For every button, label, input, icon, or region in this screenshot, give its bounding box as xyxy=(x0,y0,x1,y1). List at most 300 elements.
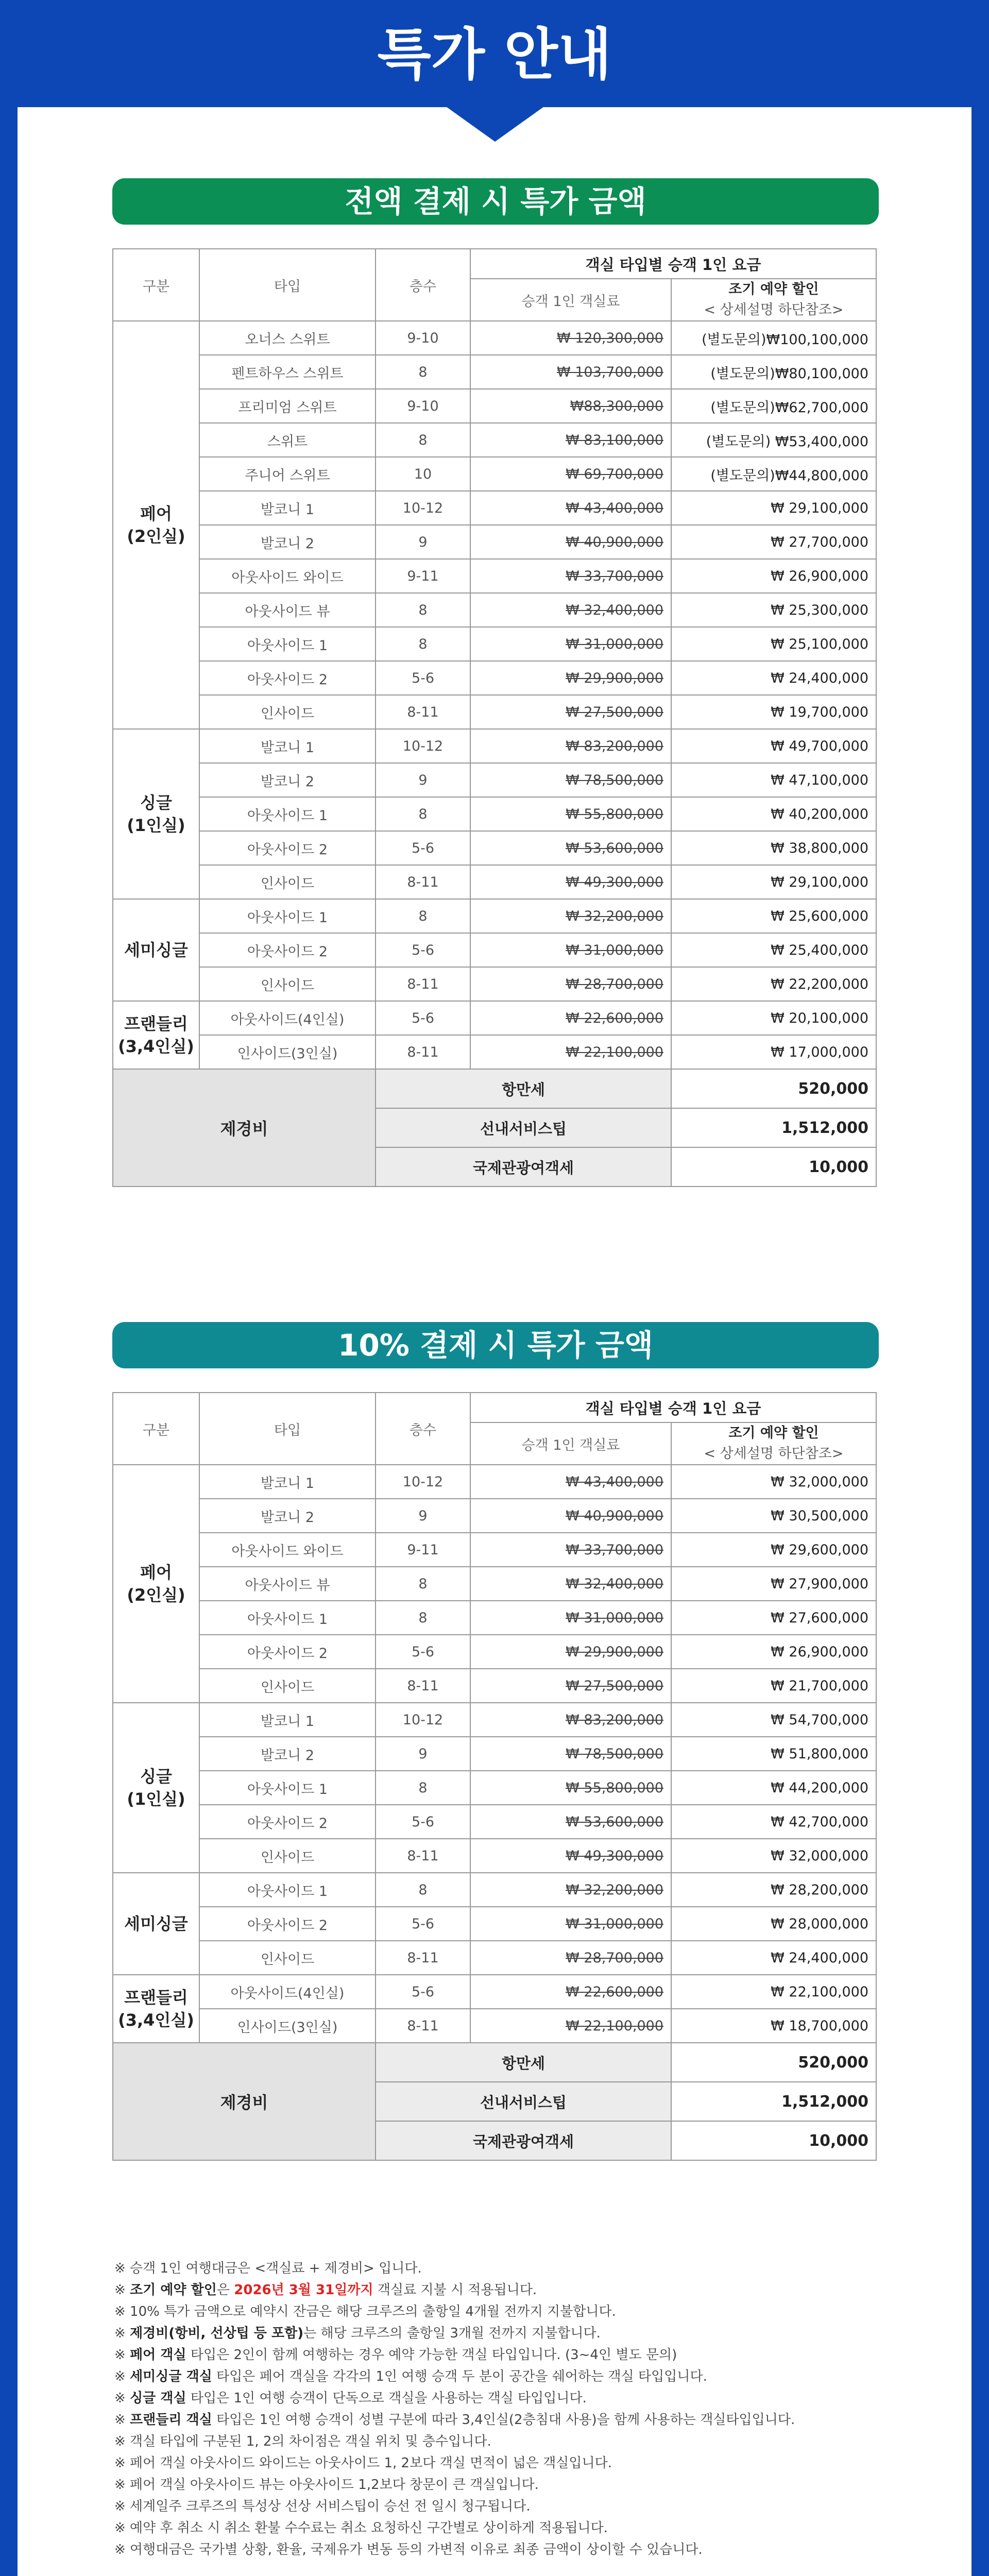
cabin-type: 아웃사이드 1 xyxy=(199,899,376,933)
regular-fare xyxy=(470,1499,671,1533)
regular-fare-strike: ₩88,300,000 xyxy=(570,398,663,414)
table-row xyxy=(113,1907,876,1941)
cabin-type: 아웃사이드 1 xyxy=(199,1771,376,1805)
group-label-line: (1인실) xyxy=(127,816,185,835)
group-label xyxy=(113,321,199,729)
note-text: ※ 객실 타입에 구분된 1, 2의 차이점은 객실 위치 및 층수입니다. xyxy=(114,2434,491,2449)
regular-fare-strike: ₩ 78,500,000 xyxy=(566,1745,663,1762)
surcharge-row xyxy=(113,1069,876,1108)
group-label xyxy=(113,1703,199,1873)
table-row xyxy=(113,1001,876,1035)
discount-fare: ₩ 40,200,000 xyxy=(671,797,876,831)
note-line xyxy=(114,2409,887,2431)
discount-fare: ₩ 22,100,000 xyxy=(671,1975,876,2009)
note-text: ※ xyxy=(114,2369,130,2384)
cabin-type: 발코니 1 xyxy=(199,1703,376,1737)
regular-fare xyxy=(470,2009,671,2043)
table-row xyxy=(113,1635,876,1669)
deck-floor: 8 xyxy=(376,1873,470,1907)
group-label-line: 싱글 xyxy=(140,793,172,812)
table-row xyxy=(113,661,876,695)
note-text: 은 xyxy=(216,2282,234,2298)
deck-floor: 8-11 xyxy=(376,1669,470,1703)
cabin-type: 인사이드 xyxy=(199,1941,376,1975)
discount-fare: ₩ 42,700,000 xyxy=(671,1805,876,1839)
surcharge-row xyxy=(113,2043,876,2082)
table-row xyxy=(113,1873,876,1907)
group-label-line: 프랜들리 xyxy=(124,1014,188,1033)
header-category: 구분 xyxy=(113,1393,199,1465)
regular-fare-strike: ₩ 22,600,000 xyxy=(566,1010,663,1026)
deck-floor: 8-11 xyxy=(376,865,470,899)
regular-fare-strike: ₩ 29,900,000 xyxy=(566,670,663,686)
regular-fare-strike: ₩ 69,700,000 xyxy=(566,466,663,482)
regular-fare xyxy=(470,661,671,695)
surcharge-item-name: 선내서비스팁 xyxy=(376,1108,671,1147)
regular-fare xyxy=(470,321,671,355)
note-line xyxy=(114,2431,887,2452)
deck-floor: 8-11 xyxy=(376,967,470,1001)
note-text: ※ 예약 후 취소 시 취소 환불 수수료는 취소 요청하신 구간별로 상이하게 적용됩니다. xyxy=(114,2520,608,2536)
regular-fare xyxy=(470,355,671,389)
group-label-line: (2인실) xyxy=(127,527,185,546)
cabin-type: 아웃사이드 와이드 xyxy=(199,1533,376,1567)
regular-fare xyxy=(470,1703,671,1737)
regular-fare xyxy=(470,1601,671,1635)
regular-fare-strike: ₩ 29,900,000 xyxy=(566,1643,663,1660)
table-row xyxy=(113,1499,876,1533)
surcharge-item-name: 항만세 xyxy=(376,1069,671,1108)
table-row xyxy=(113,695,876,729)
surcharge-item-amount: 520,000 xyxy=(671,1069,876,1108)
regular-fare-strike: ₩ 22,100,000 xyxy=(566,1044,663,1060)
note-text: ※ 10% 특가 금액으로 예약시 잔금은 해당 크루즈의 출항일 4개월 전까지 지불합니다. xyxy=(114,2304,616,2319)
deck-floor: 5-6 xyxy=(376,831,470,865)
regular-fare-strike: ₩ 28,700,000 xyxy=(566,1950,663,1966)
header-type: 타입 xyxy=(199,249,376,321)
cabin-type: 발코니 2 xyxy=(199,1737,376,1771)
regular-fare xyxy=(470,1635,671,1669)
discount-fare: ₩ 47,100,000 xyxy=(671,763,876,797)
discount-fare: (별도문의)₩80,100,000 xyxy=(671,355,876,389)
cabin-type: 발코니 1 xyxy=(199,729,376,763)
regular-fare-strike: ₩ 32,200,000 xyxy=(566,1882,663,1898)
deck-floor: 5-6 xyxy=(376,933,470,967)
group-label-line: (2인실) xyxy=(127,1585,185,1605)
header-type: 타입 xyxy=(199,1393,376,1465)
cabin-type: 발코니 2 xyxy=(199,525,376,559)
regular-fare xyxy=(470,831,671,865)
regular-fare xyxy=(470,1771,671,1805)
group-label xyxy=(113,1873,199,1975)
regular-fare-strike: ₩ 120,300,000 xyxy=(556,330,663,346)
note-line xyxy=(114,2387,887,2409)
group-label xyxy=(113,1001,199,1069)
regular-fare xyxy=(470,933,671,967)
note-emphasis: 조기 예약 할인 xyxy=(130,2282,217,2298)
deck-floor: 9 xyxy=(376,525,470,559)
price-table-full-payment xyxy=(112,248,877,1187)
deck-floor: 10-12 xyxy=(376,1465,470,1499)
table-row xyxy=(113,1703,876,1737)
cabin-type: 아웃사이드 2 xyxy=(199,1805,376,1839)
cabin-type: 아웃사이드 와이드 xyxy=(199,559,376,593)
discount-fare: (별도문의)₩62,700,000 xyxy=(671,389,876,423)
discount-fare: ₩ 25,600,000 xyxy=(671,899,876,933)
regular-fare xyxy=(470,695,671,729)
note-line xyxy=(114,2517,887,2539)
table-row xyxy=(113,933,876,967)
early-discount-title: 조기 예약 할인 xyxy=(728,1425,819,1441)
note-emphasis: 프랜들리 객실 xyxy=(130,2412,212,2428)
regular-fare xyxy=(470,593,671,627)
surcharge-label: 제경비 xyxy=(113,1069,376,1187)
discount-fare: ₩ 25,300,000 xyxy=(671,593,876,627)
regular-fare xyxy=(470,1001,671,1035)
discount-fare: ₩ 29,100,000 xyxy=(671,491,876,525)
regular-fare-strike: ₩ 33,700,000 xyxy=(566,568,663,584)
discount-fare: ₩ 29,600,000 xyxy=(671,1533,876,1567)
header-group: 객실 타입별 승객 1인 요금 xyxy=(470,1393,876,1422)
regular-fare-strike: ₩ 55,800,000 xyxy=(566,1780,663,1796)
discount-fare: ₩ 20,100,000 xyxy=(671,1001,876,1035)
note-line xyxy=(114,2258,887,2279)
regular-fare-strike: ₩ 43,400,000 xyxy=(566,500,663,516)
note-emphasis: 세미싱글 객실 xyxy=(130,2369,212,2384)
table-row xyxy=(113,457,876,491)
cabin-type: 인사이드 xyxy=(199,967,376,1001)
deck-floor: 10-12 xyxy=(376,1703,470,1737)
regular-fare-strike: ₩ 103,700,000 xyxy=(556,364,663,380)
surcharge-item-name: 국제관광여객세 xyxy=(376,1147,671,1187)
deck-floor: 8 xyxy=(376,593,470,627)
regular-fare xyxy=(470,1465,671,1499)
cabin-type: 프리미엄 스위트 xyxy=(199,389,376,423)
deck-floor: 8 xyxy=(376,355,470,389)
section1-title: 전액 결제 시 특가 금액 xyxy=(112,178,879,225)
discount-fare: (별도문의)₩100,100,000 xyxy=(671,321,876,355)
regular-fare-strike: ₩ 33,700,000 xyxy=(566,1541,663,1558)
discount-fare: ₩ 27,700,000 xyxy=(671,525,876,559)
deck-floor: 8 xyxy=(376,899,470,933)
table-header-row xyxy=(113,1393,876,1422)
early-discount-note: < 상세설명 하단참조> xyxy=(704,1446,844,1462)
table-row xyxy=(113,1035,876,1069)
cabin-type: 아웃사이드 2 xyxy=(199,831,376,865)
regular-fare xyxy=(470,1035,671,1069)
table-row xyxy=(113,763,876,797)
surcharge-item-name: 선내서비스팁 xyxy=(376,2082,671,2121)
regular-fare-strike: ₩ 43,400,000 xyxy=(566,1473,663,1490)
note-line xyxy=(114,2366,887,2387)
note-text: ※ xyxy=(114,2282,130,2298)
table-row xyxy=(113,491,876,525)
price-table-ten-percent xyxy=(112,1392,877,2161)
deck-floor: 9 xyxy=(376,763,470,797)
note-line xyxy=(114,2539,887,2561)
group-label xyxy=(113,729,199,899)
regular-fare-strike: ₩ 31,000,000 xyxy=(566,942,663,958)
discount-fare: ₩ 19,700,000 xyxy=(671,695,876,729)
cabin-type: 주니어 스위트 xyxy=(199,457,376,491)
surcharge-item-amount: 1,512,000 xyxy=(671,2082,876,2121)
deck-floor: 8 xyxy=(376,1567,470,1601)
header-regular-fare: 승객 1인 객실료 xyxy=(470,1422,671,1465)
discount-fare: ₩ 24,400,000 xyxy=(671,1941,876,1975)
deck-floor: 8 xyxy=(376,1601,470,1635)
cabin-type: 인사이드 xyxy=(199,1839,376,1873)
surcharge-item-name: 국제관광여객세 xyxy=(376,2121,671,2160)
regular-fare xyxy=(470,865,671,899)
group-label xyxy=(113,899,199,1001)
table-row xyxy=(113,967,876,1001)
regular-fare xyxy=(470,1567,671,1601)
table-row xyxy=(113,525,876,559)
regular-fare-strike: ₩ 28,700,000 xyxy=(566,976,663,992)
regular-fare xyxy=(470,525,671,559)
cabin-type: 인사이드 xyxy=(199,695,376,729)
cabin-type: 인사이드 xyxy=(199,865,376,899)
surcharge-item-amount: 10,000 xyxy=(671,1147,876,1187)
regular-fare xyxy=(470,1737,671,1771)
table-row xyxy=(113,1975,876,2009)
surcharge-item-amount: 10,000 xyxy=(671,2121,876,2160)
down-arrow-notch-icon xyxy=(446,107,544,142)
note-emphasis: 페어 객실 xyxy=(130,2347,186,2363)
regular-fare xyxy=(470,1533,671,1567)
regular-fare xyxy=(470,389,671,423)
note-text: 타입은 2인이 함께 여행하는 경우 예약 가능한 객실 타입입니다. (3~4인 별도 문의) xyxy=(186,2347,677,2363)
discount-fare: ₩ 38,800,000 xyxy=(671,831,876,865)
regular-fare-strike: ₩ 83,200,000 xyxy=(566,738,663,754)
header-regular-fare: 승객 1인 객실료 xyxy=(470,279,671,321)
note-text: 타입은 1인 여행 승객이 단독으로 객실을 사용하는 객실 타입입니다. xyxy=(186,2391,587,2406)
deck-floor: 9 xyxy=(376,1499,470,1533)
note-text: ※ xyxy=(114,2391,130,2406)
regular-fare xyxy=(470,763,671,797)
note-text: ※ 여행대금은 국가별 상황, 환율, 국제유가 변동 등의 가변적 이유로 최종 금액이 상이할 수 있습니다. xyxy=(114,2542,703,2557)
table-row xyxy=(113,2009,876,2043)
table-row xyxy=(113,1533,876,1567)
regular-fare-strike: ₩ 53,600,000 xyxy=(566,1814,663,1830)
cabin-type: 발코니 2 xyxy=(199,763,376,797)
deck-floor: 9 xyxy=(376,1737,470,1771)
cabin-type: 스위트 xyxy=(199,423,376,457)
cabin-type: 발코니 2 xyxy=(199,1499,376,1533)
discount-fare: (별도문의)₩44,800,000 xyxy=(671,457,876,491)
regular-fare xyxy=(470,559,671,593)
group-label-line: (1인실) xyxy=(127,1789,185,1809)
discount-fare: ₩ 29,100,000 xyxy=(671,865,876,899)
deck-floor: 9-10 xyxy=(376,389,470,423)
cabin-type: 인사이드(3인실) xyxy=(199,2009,376,2043)
regular-fare xyxy=(470,627,671,661)
group-label-line: 페어 xyxy=(140,504,172,523)
header-floor: 층수 xyxy=(376,1393,470,1465)
note-text: 타입은 1인 여행 승객이 성별 구분에 따라 3,4인실(2층침대 사용)을 함께 사용하는 객실타입입니다. xyxy=(212,2412,795,2428)
cabin-type: 아웃사이드 1 xyxy=(199,1601,376,1635)
section2-title: 10% 결제 시 특가 금액 xyxy=(112,1322,879,1368)
discount-fare: ₩ 18,700,000 xyxy=(671,2009,876,2043)
group-label-line: 프랜들리 xyxy=(124,1988,188,2007)
regular-fare xyxy=(470,1941,671,1975)
regular-fare-strike: ₩ 83,100,000 xyxy=(566,432,663,448)
note-text: 타입은 페어 객실을 각각의 1인 여행 승객 두 분이 공간을 쉐어하는 객실 타입입니다. xyxy=(212,2369,707,2384)
table-row xyxy=(113,1567,876,1601)
deck-floor: 9-10 xyxy=(376,321,470,355)
table-header-row xyxy=(113,249,876,279)
discount-fare: ₩ 28,000,000 xyxy=(671,1907,876,1941)
note-text: ※ 승객 1인 여행대금은 <객실료 + 제경비> 입니다. xyxy=(114,2261,422,2276)
note-emphasis: 싱글 객실 xyxy=(130,2391,186,2406)
cabin-type: 아웃사이드 2 xyxy=(199,1635,376,1669)
cabin-type: 인사이드(3인실) xyxy=(199,1035,376,1069)
note-line xyxy=(114,2344,887,2366)
note-line xyxy=(114,2279,887,2301)
notes-list xyxy=(114,2258,887,2561)
table-row xyxy=(113,1805,876,1839)
discount-fare: ₩ 26,900,000 xyxy=(671,1635,876,1669)
group-label-line: 싱글 xyxy=(140,1767,172,1786)
surcharge-item-amount: 1,512,000 xyxy=(671,1108,876,1147)
regular-fare-strike: ₩ 31,000,000 xyxy=(566,1916,663,1932)
table-row xyxy=(113,559,876,593)
header-banner xyxy=(0,0,989,107)
deck-floor: 8-11 xyxy=(376,1941,470,1975)
table-row xyxy=(113,1839,876,1873)
regular-fare xyxy=(470,457,671,491)
discount-fare: ₩ 54,700,000 xyxy=(671,1703,876,1737)
early-discount-title: 조기 예약 할인 xyxy=(728,281,819,297)
deck-floor: 8 xyxy=(376,627,470,661)
discount-fare: ₩ 22,200,000 xyxy=(671,967,876,1001)
deck-floor: 5-6 xyxy=(376,1001,470,1035)
table-row xyxy=(113,899,876,933)
cabin-type: 아웃사이드 2 xyxy=(199,661,376,695)
table-row xyxy=(113,1737,876,1771)
cabin-type: 오너스 스위트 xyxy=(199,321,376,355)
table-row xyxy=(113,865,876,899)
cabin-type: 아웃사이드 뷰 xyxy=(199,593,376,627)
regular-fare-strike: ₩ 32,200,000 xyxy=(566,908,663,924)
deck-floor: 8 xyxy=(376,1771,470,1805)
regular-fare-strike: ₩ 27,500,000 xyxy=(566,1677,663,1694)
discount-fare: ₩ 27,900,000 xyxy=(671,1567,876,1601)
regular-fare-strike: ₩ 40,900,000 xyxy=(566,1507,663,1524)
table-row xyxy=(113,1941,876,1975)
group-label xyxy=(113,1975,199,2043)
regular-fare-strike: ₩ 22,600,000 xyxy=(566,1984,663,2000)
table-row xyxy=(113,831,876,865)
table-row xyxy=(113,1771,876,1805)
regular-fare-strike: ₩ 53,600,000 xyxy=(566,840,663,856)
note-text: ※ 페어 객실 아웃사이드 뷰는 아웃사이드 1,2보다 창문이 큰 객실입니다. xyxy=(114,2477,539,2493)
cabin-type: 아웃사이드 2 xyxy=(199,1907,376,1941)
discount-fare: ₩ 32,000,000 xyxy=(671,1465,876,1499)
deck-floor: 5-6 xyxy=(376,661,470,695)
note-highlight: 2026년 3월 31일까지 xyxy=(234,2282,373,2298)
group-label-line: (3,4인실) xyxy=(118,1037,194,1056)
regular-fare xyxy=(470,1805,671,1839)
deck-floor: 5-6 xyxy=(376,1907,470,1941)
regular-fare-strike: ₩ 32,400,000 xyxy=(566,602,663,618)
note-text: ※ xyxy=(114,2412,130,2428)
cabin-type: 아웃사이드 뷰 xyxy=(199,1567,376,1601)
discount-fare: ₩ 17,000,000 xyxy=(671,1035,876,1069)
deck-floor: 8-11 xyxy=(376,2009,470,2043)
table-row xyxy=(113,729,876,763)
deck-floor: 8 xyxy=(376,423,470,457)
note-line xyxy=(114,2301,887,2323)
deck-floor: 10-12 xyxy=(376,729,470,763)
deck-floor: 5-6 xyxy=(376,1635,470,1669)
regular-fare xyxy=(470,1873,671,1907)
discount-fare: ₩ 25,400,000 xyxy=(671,933,876,967)
group-label-line: 세미싱글 xyxy=(124,940,188,960)
note-text: ※ xyxy=(114,2326,130,2341)
surcharge-item-amount: 520,000 xyxy=(671,2043,876,2082)
note-text: ※ 세계일주 크루즈의 특성상 선상 서비스팁이 승선 전 일시 청구됩니다. xyxy=(114,2499,531,2514)
regular-fare xyxy=(470,1669,671,1703)
page-title: 특가 안내 xyxy=(377,23,612,87)
discount-fare: ₩ 30,500,000 xyxy=(671,1499,876,1533)
table-row xyxy=(113,321,876,355)
header-category: 구분 xyxy=(113,249,199,321)
deck-floor: 8-11 xyxy=(376,1035,470,1069)
regular-fare-strike: ₩ 49,300,000 xyxy=(566,874,663,890)
surcharge-item-name: 항만세 xyxy=(376,2043,671,2082)
cabin-type: 아웃사이드(4인실) xyxy=(199,1001,376,1035)
group-label-line: (3,4인실) xyxy=(118,2010,194,2030)
regular-fare-strike: ₩ 27,500,000 xyxy=(566,704,663,720)
regular-fare xyxy=(470,423,671,457)
group-label-line: 페어 xyxy=(140,1563,172,1582)
cabin-type: 발코니 1 xyxy=(199,1465,376,1499)
header-early-discount xyxy=(671,279,876,321)
deck-floor: 10-12 xyxy=(376,491,470,525)
regular-fare-strike: ₩ 40,900,000 xyxy=(566,534,663,550)
table-row xyxy=(113,627,876,661)
discount-fare: ₩ 27,600,000 xyxy=(671,1601,876,1635)
note-text: 는 해당 크루즈의 출항일 3개월 전까지 지불합니다. xyxy=(303,2326,601,2341)
discount-fare: ₩ 32,000,000 xyxy=(671,1839,876,1873)
deck-floor: 10 xyxy=(376,457,470,491)
note-text: ※ 페어 객실 아웃사이드 와이드는 아웃사이드 1, 2보다 객실 면적이 넓은 객실입니다. xyxy=(114,2455,612,2471)
group-label xyxy=(113,1465,199,1703)
cabin-type: 인사이드 xyxy=(199,1669,376,1703)
table-row xyxy=(113,1669,876,1703)
discount-fare: ₩ 24,400,000 xyxy=(671,661,876,695)
regular-fare xyxy=(470,491,671,525)
discount-fare: ₩ 26,900,000 xyxy=(671,559,876,593)
regular-fare xyxy=(470,1975,671,2009)
note-text: ※ xyxy=(114,2347,130,2363)
regular-fare-strike: ₩ 32,400,000 xyxy=(566,1575,663,1592)
cabin-type: 발코니 1 xyxy=(199,491,376,525)
table-row xyxy=(113,593,876,627)
cabin-type: 펜트하우스 스위트 xyxy=(199,355,376,389)
regular-fare-strike: ₩ 55,800,000 xyxy=(566,806,663,822)
regular-fare xyxy=(470,967,671,1001)
note-emphasis: 제경비(항비, 선상팁 등 포함) xyxy=(130,2326,304,2341)
note-line xyxy=(114,2496,887,2517)
table-row xyxy=(113,1465,876,1499)
deck-floor: 8-11 xyxy=(376,1839,470,1873)
regular-fare xyxy=(470,797,671,831)
discount-fare: ₩ 21,700,000 xyxy=(671,1669,876,1703)
deck-floor: 9-11 xyxy=(376,559,470,593)
group-label-line: 세미싱글 xyxy=(124,1914,188,1934)
